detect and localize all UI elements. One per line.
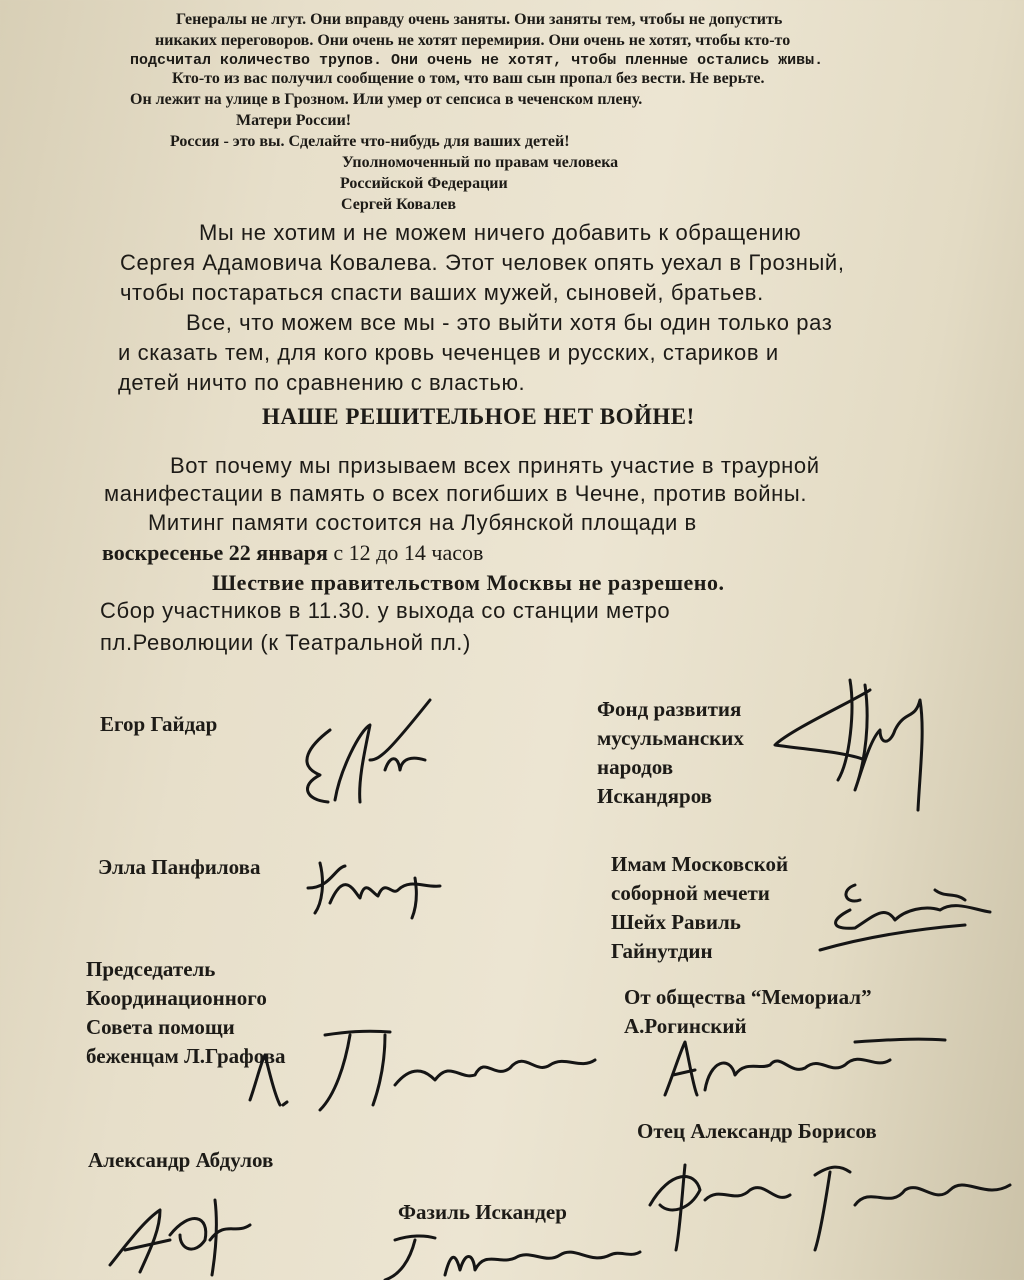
signatory-line: беженцам Л.Графова — [86, 1044, 286, 1068]
borisov-signature — [640, 1150, 1024, 1260]
signatory-line: Координационного — [86, 986, 267, 1010]
abdulov-signature — [100, 1180, 260, 1280]
call-line: Митинг памяти состоится на Лубянской площади в — [148, 510, 697, 535]
signatory-fund — [597, 695, 744, 811]
quote-signature-title: Уполномоченный по правам человека — [342, 154, 619, 171]
roginsky-signature — [655, 1030, 955, 1105]
quote-exclamation: Матери России! — [236, 112, 352, 129]
signatory-line: Гайнутдин — [611, 939, 713, 963]
signatory-line: мусульманских — [597, 726, 744, 750]
quote-signature-title: Российской Федерации — [340, 175, 508, 192]
signatory-line: Шейх Равиль — [611, 910, 741, 934]
call-line: Вот почему мы призываем всех принять участие в траурной — [170, 453, 820, 478]
signatory-name: Отец Александр Борисов — [637, 1119, 877, 1143]
body-line: Все, что можем все мы - это выйти хотя бы один только раз — [186, 310, 833, 335]
quote-exclamation: Россия - это вы. Сделайте что-нибудь для ваших детей! — [170, 133, 570, 150]
quote-line: Он лежит на улице в Грозном. Или умер от сепсиса в чеченском плену. — [130, 91, 643, 108]
signatory-line: А.Рогинский — [624, 1014, 747, 1038]
body-line: и сказать тем, для кого кровь чеченцев и русских, стариков и — [118, 340, 779, 365]
body-line: детей ничто по сравнению с властью. — [118, 370, 526, 395]
grafova-signature — [235, 1020, 605, 1120]
signatory-line: соборной мечети — [611, 881, 770, 905]
gather-line: Сбор участников в 11.30. у выхода со станции метро — [100, 598, 671, 623]
quote-line: Кто-то из вас получил сообщение о том, что ваш сын пропал без вести. Не верьте. — [172, 70, 765, 87]
signatory-line: Фонд развития — [597, 697, 742, 721]
page-heading: НАШЕ РЕШИТЕЛЬНОЕ НЕТ ВОЙНЕ! — [262, 404, 695, 429]
quote-line: Генералы не лгут. Они вправду очень заняты. Они заняты тем, чтобы не допустить — [176, 11, 783, 28]
march-notice: Шествие правительством Москвы не разрешено. — [212, 570, 725, 595]
body-line: Сергея Адамовича Ковалева. Этот человек опять уехал в Грозный, — [120, 250, 845, 275]
iskander-signature — [375, 1230, 655, 1280]
signatory-name: Элла Панфилова — [98, 855, 261, 879]
signatory-line: народов — [597, 755, 674, 779]
body-line: Мы не хотим и не можем ничего добавить к обращению — [199, 220, 802, 245]
body-line: чтобы постараться спасти ваших мужей, сыновей, братьев. — [120, 280, 764, 305]
event-date: воскресенье 22 января — [102, 540, 328, 565]
signatory-name: Фазиль Искандер — [398, 1200, 567, 1224]
date-time-line — [102, 540, 483, 566]
signatory-name: Егор Гайдар — [100, 712, 218, 736]
signatory-line: Председатель — [86, 957, 216, 981]
gaidar-signature — [290, 690, 450, 820]
gainutdin-signature — [815, 870, 1000, 965]
panfilova-signature — [300, 848, 450, 923]
signatory-line: Имам Московской — [611, 852, 789, 876]
quote-signature-name: Сергей Ковалев — [341, 196, 457, 213]
call-line: манифестации в память о всех погибших в Чечне, против войны. — [104, 481, 808, 506]
signatory-line: Совета помощи — [86, 1015, 235, 1039]
quote-line: никаких переговоров. Они очень не хотят перемирия. Они очень не хотят, чтобы кто-то — [155, 32, 791, 49]
quote-line: подсчитал количество трупов. Они очень не хотят, чтобы пленные остались живы. — [130, 52, 824, 69]
signatory-name: Александр Абдулов — [88, 1148, 274, 1172]
event-time: с 12 до 14 часов — [327, 540, 484, 565]
iskandyarov-signature — [770, 670, 950, 820]
signatory-line: От общества “Мемориал” — [624, 985, 872, 1009]
signatory-line: Искандяров — [597, 784, 713, 808]
gather-line: пл.Революции (к Театральной пл.) — [100, 630, 471, 655]
signatory-imam — [611, 850, 788, 966]
